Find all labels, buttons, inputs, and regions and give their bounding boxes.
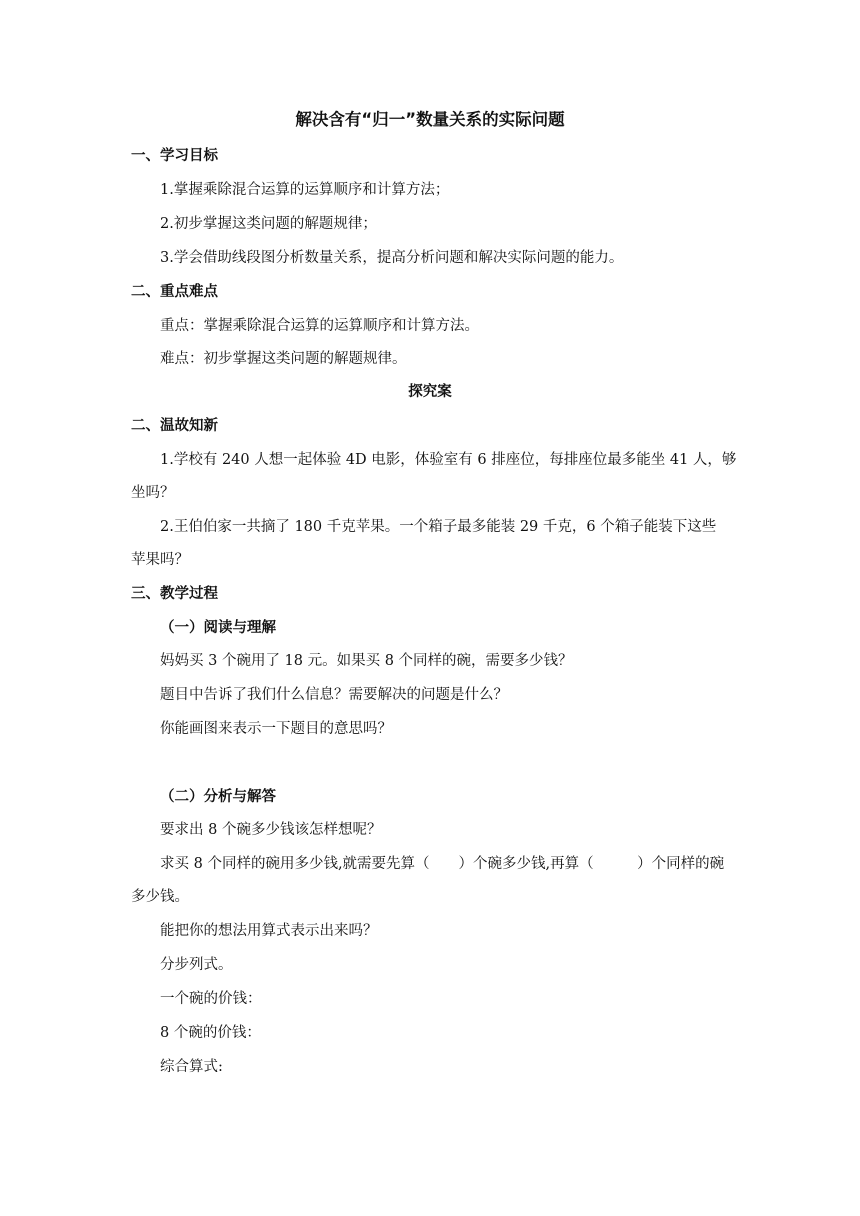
explore-title: 探究案 <box>408 384 452 400</box>
section-heading-teaching-process: 三、教学过程 <box>131 586 218 602</box>
combined-formula-label: 综合算式: <box>160 1059 223 1075</box>
analysis-line: 要求出 8 个碗多少钱该怎样想呢？ <box>160 822 382 838</box>
review-question-1-line-1: 1.学校有 240 人想一起体验 4D 电影，体验室有 6 排座位，每排座位最多能坐 41 人，够 <box>160 452 737 468</box>
one-bowl-price-label: 一个碗的价钱： <box>160 991 262 1007</box>
objective-item: 1.掌握乘除混合运算的运算顺序和计算方法； <box>160 182 450 198</box>
section-heading-objectives: 一、学习目标 <box>131 148 218 164</box>
objective-item: 2.初步掌握这类问题的解题规律； <box>160 216 377 232</box>
analysis-fill-blank-line-2: 多少钱。 <box>131 889 189 905</box>
analysis-fill-blank-line-1: 求买 8 个同样的碗用多少钱,就需要先算（ ）个碗多少钱,再算（ ）个同样的碗 <box>160 856 725 872</box>
key-point-text: 重点：掌握乘除混合运算的运算顺序和计算方法。 <box>160 318 479 334</box>
reading-question-text: 题目中告诉了我们什么信息？需要解决的问题是什么？ <box>160 687 508 703</box>
subsection-heading-analysis: （二）分析与解答 <box>160 789 276 805</box>
reading-drawing-prompt: 你能画图来表示一下题目的意思吗？ <box>160 721 392 737</box>
document-title: 解决含有“归一”数量关系的实际问题 <box>295 110 565 129</box>
reading-problem-text: 妈妈买 3 个碗用了 18 元。如果买 8 个同样的碗，需要多少钱？ <box>160 653 573 669</box>
section-heading-review: 二、温故知新 <box>131 418 218 434</box>
subsection-heading-reading: （一）阅读与理解 <box>160 620 276 636</box>
analysis-line: 能把你的想法用算式表示出来吗？ <box>160 923 378 939</box>
analysis-line: 分步列式。 <box>160 957 233 973</box>
review-question-2-line-2: 苹果吗？ <box>131 552 189 568</box>
review-question-2-line-1: 2.王伯伯家一共摘了 180 千克苹果。一个箱子最多能装 29 千克，6 个箱子能装下这些 <box>160 519 717 535</box>
review-question-1-line-2: 坐吗？ <box>131 485 175 501</box>
objective-item: 3.学会借助线段图分析数量关系，提高分析问题和解决实际问题的能力。 <box>160 250 624 266</box>
eight-bowls-price-label: 8 个碗的价钱： <box>160 1025 261 1041</box>
section-heading-key-points: 二、重点难点 <box>131 284 218 300</box>
difficulty-text: 难点：初步掌握这类问题的解题规律。 <box>160 351 407 367</box>
